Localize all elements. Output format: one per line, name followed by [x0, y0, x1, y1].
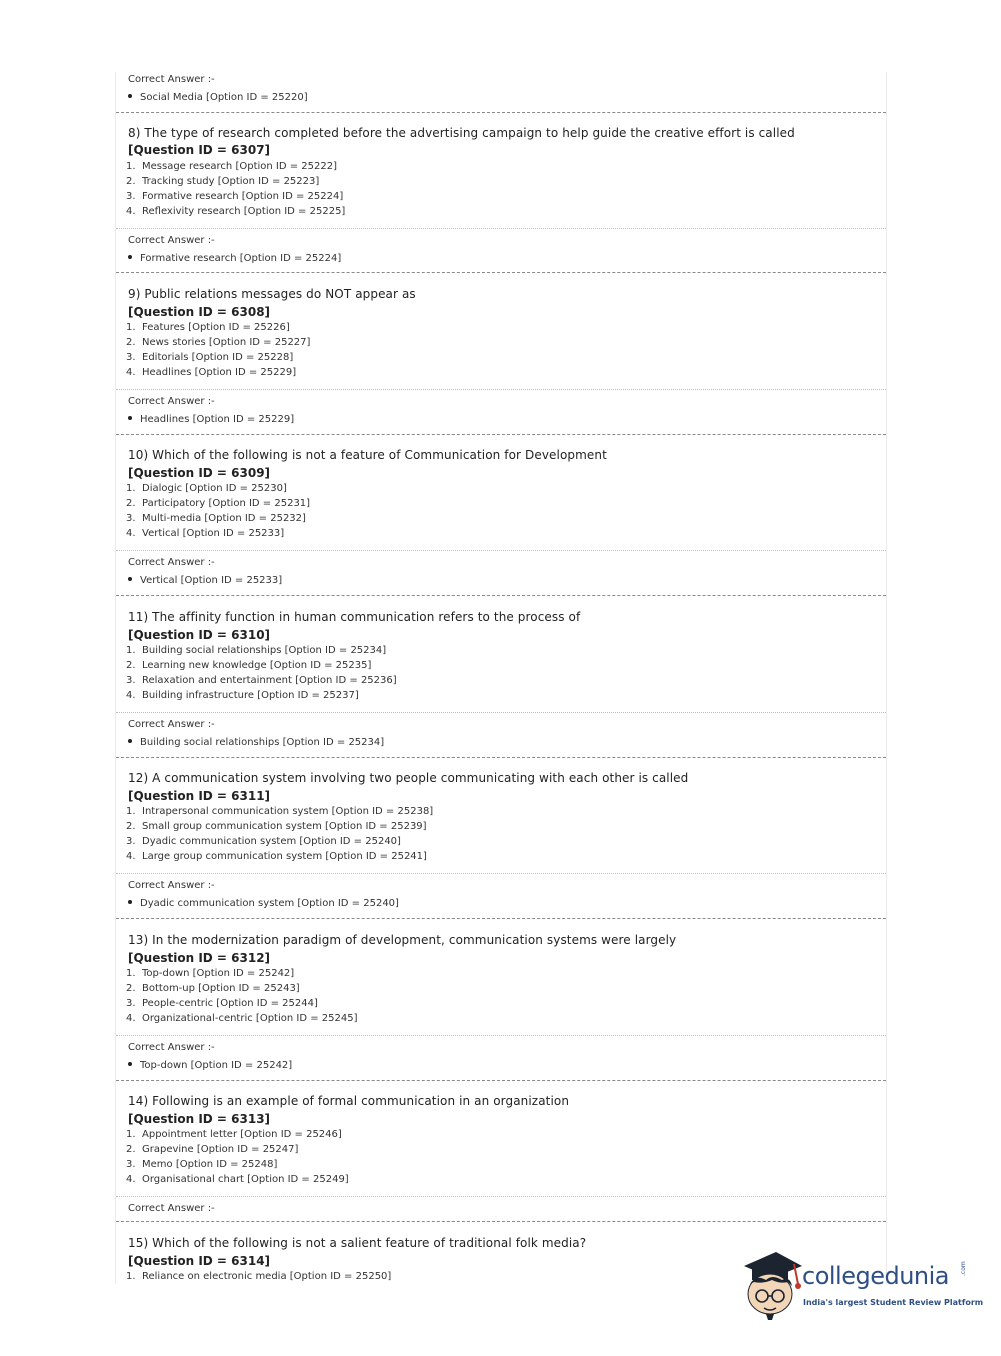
- question-title: 9) Public relations messages do NOT appear as: [128, 287, 416, 301]
- option-item: 3. Formative research [Option ID = 25224]: [126, 191, 344, 202]
- option-item: 2. Grapevine [Option ID = 25247]: [126, 1144, 299, 1155]
- question-id: [Question ID = 6312]: [128, 951, 271, 965]
- question-title: 12) A communication system involving two people communicating with each other is called: [128, 771, 689, 785]
- bullet-icon: [128, 900, 132, 904]
- option-item: 1. Intrapersonal communication system [Option ID = 25238]: [126, 806, 434, 817]
- option-item: 4. Large group communication system [Option ID = 25241]: [126, 851, 427, 862]
- question-separator: [116, 1221, 886, 1222]
- option-item: 1. Building social relationships [Option ID = 25234]: [126, 645, 387, 656]
- correct-answer-label: Correct Answer :-: [128, 74, 215, 85]
- logo-tagline: India's largest Student Review Platform: [803, 1298, 984, 1307]
- option-item: 1. Dialogic [Option ID = 25230]: [126, 483, 287, 494]
- correct-answer-value: Building social relationships [Option ID = 25234]: [128, 737, 384, 748]
- correct-answer-value: Top-down [Option ID = 25242]: [128, 1060, 292, 1071]
- option-item: 2. Small group communication system [Option ID = 25239]: [126, 821, 427, 832]
- option-item: 3. Multi-media [Option ID = 25232]: [126, 513, 306, 524]
- question-id: [Question ID = 6308]: [128, 305, 271, 319]
- answer-separator: [116, 228, 886, 229]
- question-id: [Question ID = 6309]: [128, 466, 271, 480]
- correct-answer-value: Formative research [Option ID = 25224]: [128, 253, 341, 264]
- option-item: 2. Bottom-up [Option ID = 25243]: [126, 983, 300, 994]
- question-title: 15) Which of the following is not a salient feature of traditional folk media?: [128, 1236, 587, 1250]
- answer-separator: [116, 1196, 886, 1197]
- question-id: [Question ID = 6314]: [128, 1254, 271, 1268]
- answer-separator: [116, 873, 886, 874]
- option-item: 1. Message research [Option ID = 25222]: [126, 161, 337, 172]
- answer-separator: [116, 1035, 886, 1036]
- question-separator: [116, 112, 886, 113]
- bullet-icon: [128, 416, 132, 420]
- mascot-graduation-cap-icon: [742, 1250, 804, 1320]
- question-title: 14) Following is an example of formal communication in an organization: [128, 1094, 570, 1108]
- answer-separator: [116, 712, 886, 713]
- option-item: 2. News stories [Option ID = 25227]: [126, 337, 311, 348]
- bullet-icon: [128, 1062, 132, 1066]
- option-item: 2. Participatory [Option ID = 25231]: [126, 498, 311, 509]
- question-title: 11) The affinity function in human communication refers to the process of: [128, 610, 581, 624]
- option-item: 1. Reliance on electronic media [Option ID = 25250]: [126, 1271, 392, 1282]
- option-item: 4. Building infrastructure [Option ID = 25237]: [126, 690, 359, 701]
- option-item: 3. Dyadic communication system [Option ID = 25240]: [126, 836, 401, 847]
- correct-answer-label: Correct Answer :-: [128, 719, 215, 730]
- option-item: 2. Learning new knowledge [Option ID = 25235]: [126, 660, 372, 671]
- option-item: 3. People-centric [Option ID = 25244]: [126, 998, 318, 1009]
- correct-answer-value: Dyadic communication system [Option ID = 25240]: [128, 898, 399, 909]
- correct-answer-value: Headlines [Option ID = 25229]: [128, 414, 294, 425]
- option-item: 4. Organisational chart [Option ID = 25249]: [126, 1174, 349, 1185]
- correct-answer-label: Correct Answer :-: [128, 880, 215, 891]
- logo-brand-text: collegedunia: [802, 1262, 950, 1290]
- question-id: [Question ID = 6313]: [128, 1112, 271, 1126]
- option-item: 4. Headlines [Option ID = 25229]: [126, 367, 297, 378]
- bullet-icon: [128, 255, 132, 259]
- question-separator: [116, 1080, 886, 1081]
- answer-separator: [116, 389, 886, 390]
- question-id: [Question ID = 6307]: [128, 143, 271, 157]
- option-item: 1. Top-down [Option ID = 25242]: [126, 968, 295, 979]
- option-item: 3. Relaxation and entertainment [Option ID = 25236]: [126, 675, 397, 686]
- option-item: 1. Appointment letter [Option ID = 25246]: [126, 1129, 342, 1140]
- bullet-icon: [128, 577, 132, 581]
- question-id: [Question ID = 6311]: [128, 789, 271, 803]
- bullet-icon: [128, 94, 132, 98]
- option-item: 3. Memo [Option ID = 25248]: [126, 1159, 278, 1170]
- correct-answer-label: Correct Answer :-: [128, 557, 215, 568]
- question-separator: [116, 757, 886, 758]
- option-item: 3. Editorials [Option ID = 25228]: [126, 352, 294, 363]
- question-title: 10) Which of the following is not a feature of Communication for Development: [128, 448, 607, 462]
- correct-answer-label: Correct Answer :-: [128, 396, 215, 407]
- correct-answer-label: Correct Answer :-: [128, 1203, 215, 1214]
- question-title: 13) In the modernization paradigm of development, communication systems were largely: [128, 933, 677, 947]
- option-item: 2. Tracking study [Option ID = 25223]: [126, 176, 320, 187]
- collegedunia-logo: [742, 1250, 984, 1320]
- answer-separator: [116, 550, 886, 551]
- option-item: 4. Vertical [Option ID = 25233]: [126, 528, 285, 539]
- question-separator: [116, 434, 886, 435]
- correct-answer-label: Correct Answer :-: [128, 235, 215, 246]
- correct-answer-value: Social Media [Option ID = 25220]: [128, 92, 308, 103]
- question-separator: [116, 918, 886, 919]
- correct-answer-value: Vertical [Option ID = 25233]: [128, 575, 282, 586]
- question-separator: [116, 595, 886, 596]
- question-title: 8) The type of research completed before the advertising campaign to help guide the creative effort is called: [128, 126, 795, 140]
- logo-domain-suffix: .com: [960, 1261, 967, 1276]
- question-id: [Question ID = 6310]: [128, 628, 271, 642]
- question-paper-sheet: [115, 72, 887, 1284]
- option-item: 1. Features [Option ID = 25226]: [126, 322, 290, 333]
- correct-answer-label: Correct Answer :-: [128, 1042, 215, 1053]
- option-item: 4. Reflexivity research [Option ID = 25225]: [126, 206, 346, 217]
- bullet-icon: [128, 739, 132, 743]
- option-item: 4. Organizational-centric [Option ID = 25245]: [126, 1013, 358, 1024]
- question-separator: [116, 272, 886, 273]
